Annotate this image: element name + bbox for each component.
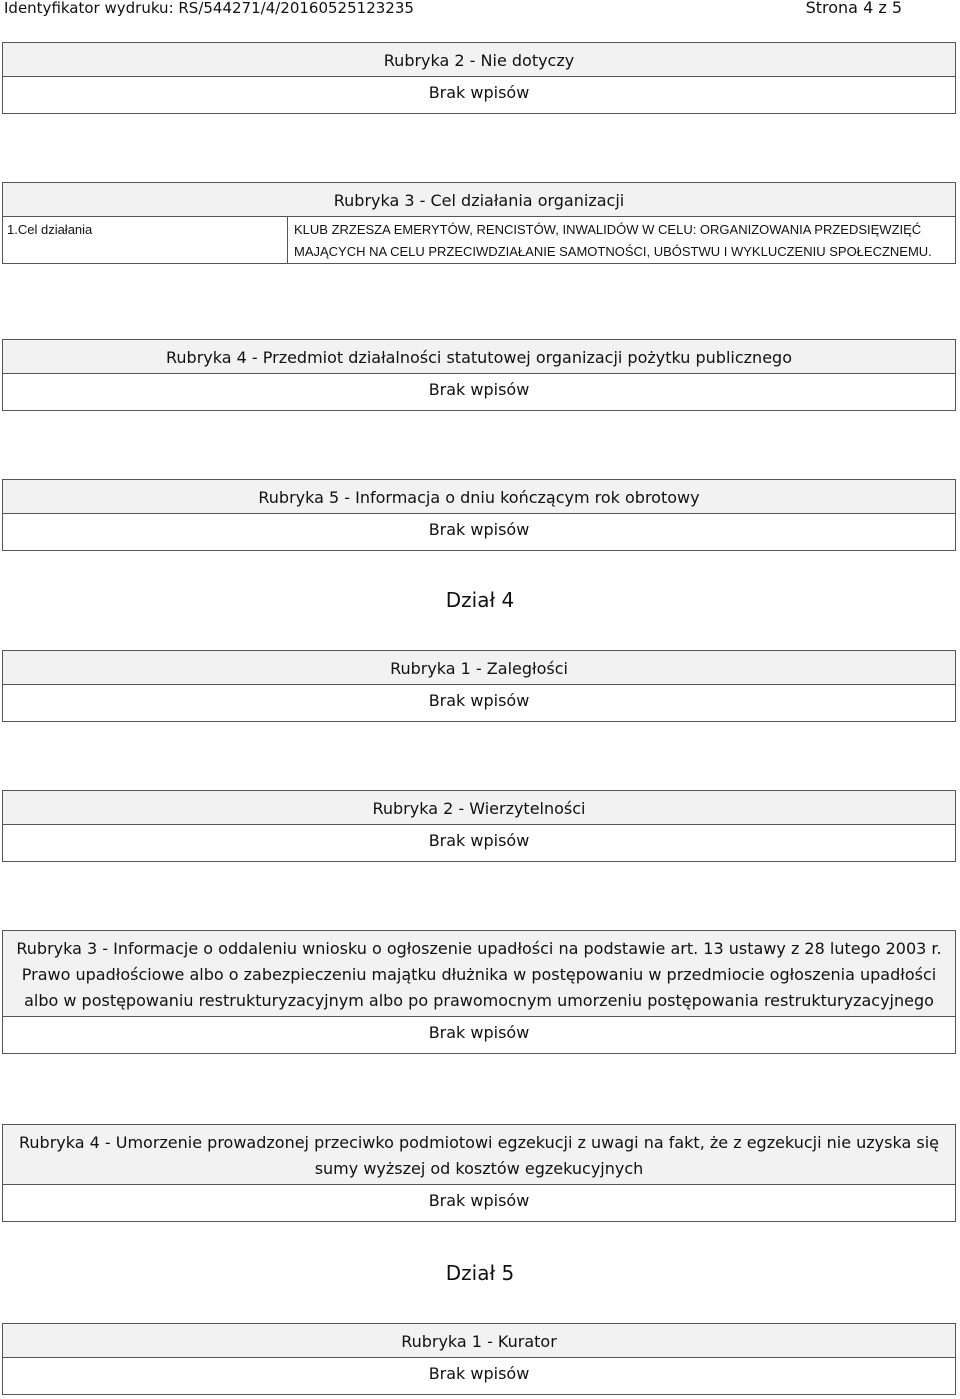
- rubric-entries: Brak wpisów: [3, 1017, 955, 1053]
- page-number: Strona 4 z 5: [805, 0, 902, 17]
- rubric-title: Rubryka 4 - Przedmiot działalności statutowej organizacji pożytku publicznego: [3, 340, 955, 374]
- rubric-title: Rubryka 2 - Wierzytelności: [3, 791, 955, 825]
- rubric-title: Rubryka 1 - Zaległości: [3, 651, 955, 685]
- rubric-entries: Brak wpisów: [3, 77, 955, 113]
- rubric-4-statutory-activity: [2, 339, 956, 411]
- rubric-title: Rubryka 3 - Cel działania organizacji: [3, 183, 955, 217]
- rubric-title: Rubryka 1 - Kurator: [3, 1324, 955, 1358]
- section-heading-dzial-5: Dział 5: [445, 1261, 515, 1285]
- rubric-title: Rubryka 3 - Informacje o oddaleniu wniosku o ogłoszenie upadłości na podstawie art. 13 ustawy z 28 lutego 2003 r. Prawo upadłościowe albo o zabezpieczeniu majątku dłużnika w postępowaniu w przedmiocie ogłoszenia upadłości albo w postępowaniu restrukturyzacyjnym albo po prawomocnym umorzeniu postępowania restrukturyzacyjnego: [3, 931, 955, 1017]
- rubric-3-organization-goal: [2, 182, 956, 264]
- rubric-title: Rubryka 2 - Nie dotyczy: [3, 43, 955, 77]
- rubric-5-fiscal-year-end: [2, 479, 956, 551]
- goal-row: [3, 217, 955, 263]
- d4-rubric-2-receivables: [2, 790, 956, 862]
- rubric-entries: Brak wpisów: [3, 1358, 955, 1394]
- rubric-entries: Brak wpisów: [3, 825, 955, 861]
- goal-value: KLUB ZRZESZA EMERYTÓW, RENCISTÓW, INWALIDÓW W CELU: ORGANIZOWANIA PRZEDSIĘWZIĘĆ MAJĄCYCH NA CELU PRZECIWDZIAŁANIE SAMOTNOŚCI, UBÓSTWU I WYKLUCZENIU SPOŁECZNEMU.: [288, 217, 955, 263]
- rubric-title: Rubryka 4 - Umorzenie prowadzonej przeciwko podmiotowi egzekucji z uwagi na fakt, że z egzekucji nie uzyska się sumy wyższej od kosztów egzekucyjnych: [3, 1125, 955, 1185]
- goal-label: 1.Cel działania: [3, 217, 288, 263]
- rubric-entries: Brak wpisów: [3, 374, 955, 410]
- rubric-title: Rubryka 5 - Informacja o dniu kończącym rok obrotowy: [3, 480, 955, 514]
- d4-rubric-3-bankruptcy-info: [2, 930, 956, 1054]
- print-identifier: Identyfikator wydruku: RS/544271/4/20160525123235: [4, 0, 414, 17]
- rubric-entries: Brak wpisów: [3, 685, 955, 721]
- d5-rubric-1-curator: [2, 1323, 956, 1395]
- section-heading-dzial-4: Dział 4: [445, 588, 515, 612]
- d4-rubric-4-enforcement-discontinued: [2, 1124, 956, 1222]
- rubric-entries: Brak wpisów: [3, 1185, 955, 1221]
- d4-rubric-1-arrears: [2, 650, 956, 722]
- rubric-2-not-applicable: [2, 42, 956, 114]
- rubric-entries: Brak wpisów: [3, 514, 955, 550]
